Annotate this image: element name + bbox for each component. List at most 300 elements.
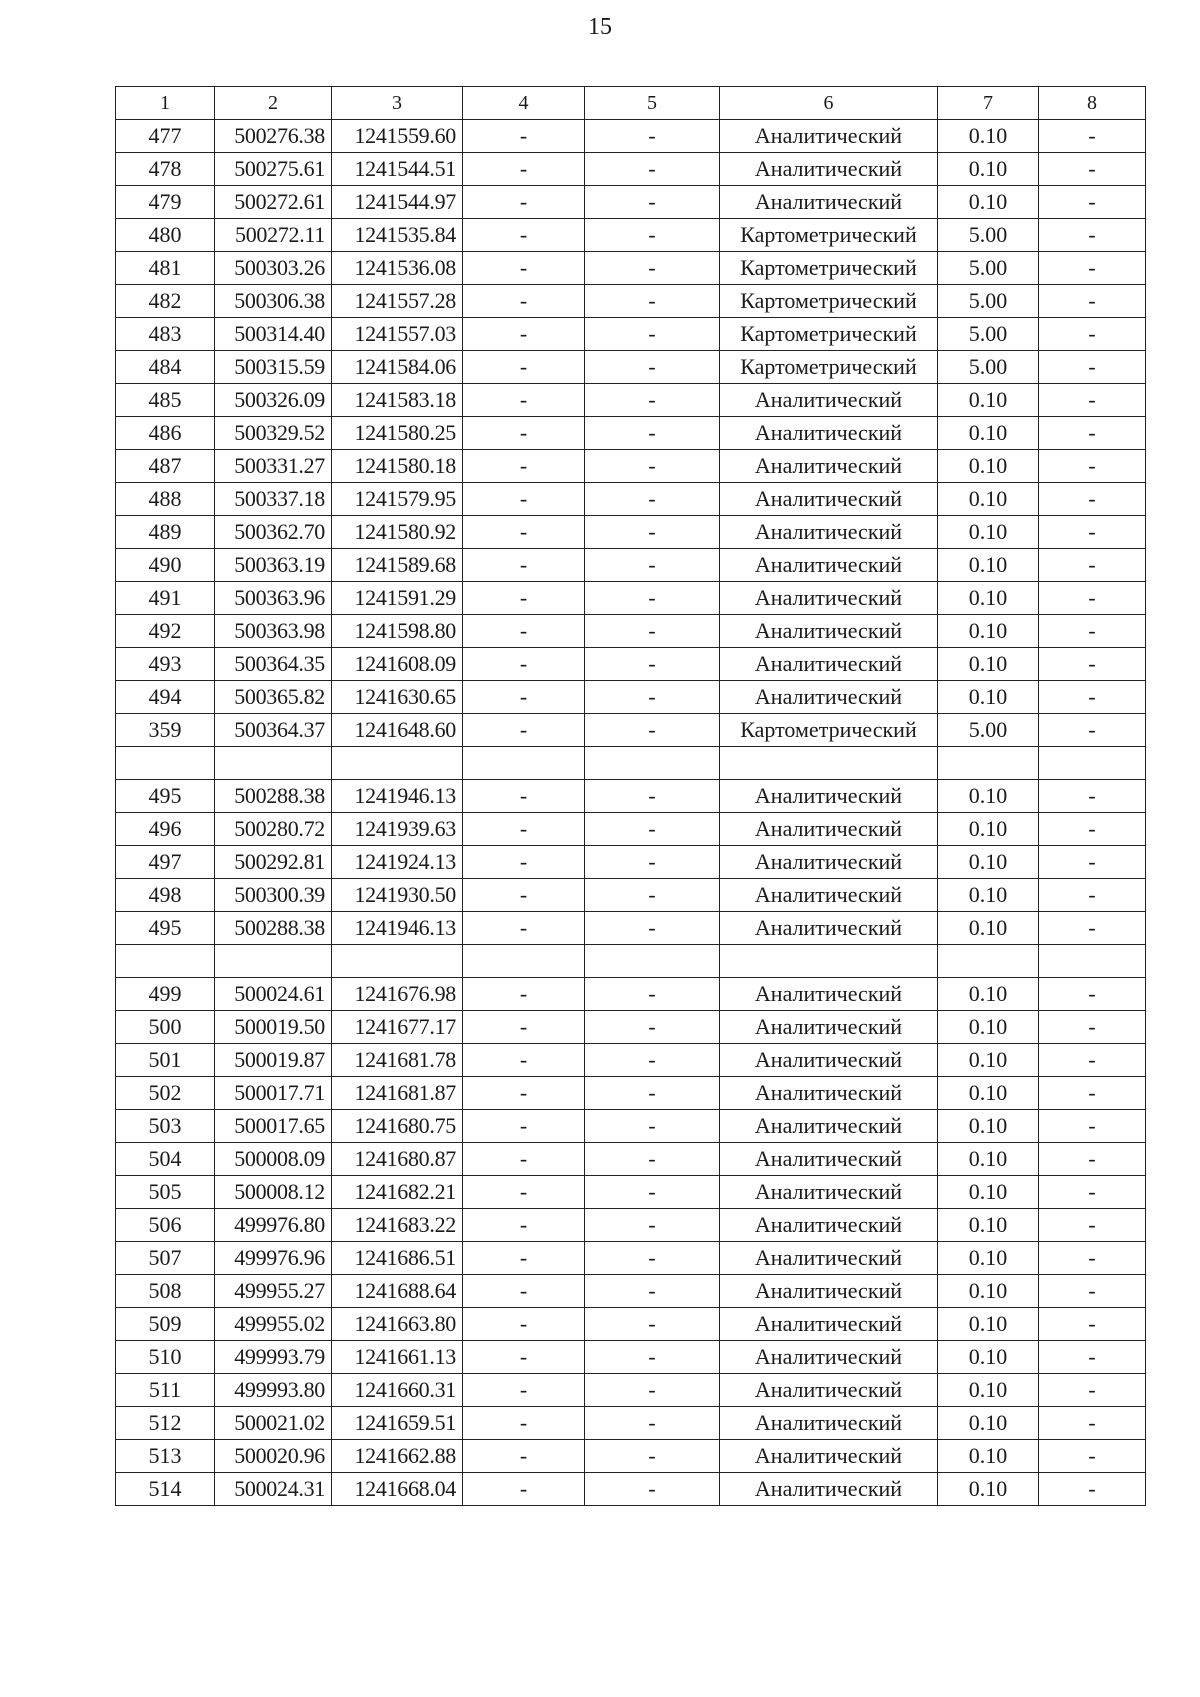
method-value: Аналитический	[720, 1110, 938, 1143]
col-8-value: -	[1039, 1044, 1146, 1077]
point-number: 496	[116, 813, 215, 846]
coordinate-y: 1241608.09	[332, 648, 463, 681]
method-value: Аналитический	[720, 1275, 938, 1308]
table-row	[116, 219, 1146, 252]
col-4-value: -	[463, 846, 585, 879]
coordinate-y: 1241680.87	[332, 1143, 463, 1176]
col-5-value: -	[585, 318, 720, 351]
coordinate-x: 500337.18	[215, 483, 332, 516]
col-8-value: -	[1039, 681, 1146, 714]
point-number: 510	[116, 1341, 215, 1374]
coordinate-y: 1241680.75	[332, 1110, 463, 1143]
table-row	[116, 582, 1146, 615]
coordinate-y: 1241661.13	[332, 1341, 463, 1374]
col-4-value: -	[463, 318, 585, 351]
point-number: 507	[116, 1242, 215, 1275]
coordinate-x: 500331.27	[215, 450, 332, 483]
point-number	[116, 945, 215, 978]
accuracy-value: 5.00	[938, 285, 1039, 318]
col-4-value: -	[463, 582, 585, 615]
col-4-value	[463, 945, 585, 978]
accuracy-value: 0.10	[938, 1473, 1039, 1506]
method-value: Аналитический	[720, 846, 938, 879]
coordinate-y: 1241681.78	[332, 1044, 463, 1077]
table-row	[116, 1011, 1146, 1044]
point-number: 505	[116, 1176, 215, 1209]
table-row	[116, 549, 1146, 582]
coordinate-y: 1241589.68	[332, 549, 463, 582]
point-number: 485	[116, 384, 215, 417]
accuracy-value: 0.10	[938, 1308, 1039, 1341]
coordinate-y: 1241688.64	[332, 1275, 463, 1308]
col-4-value: -	[463, 879, 585, 912]
point-number: 497	[116, 846, 215, 879]
coordinate-x: 500363.96	[215, 582, 332, 615]
method-value: Аналитический	[720, 483, 938, 516]
col-4-value: -	[463, 483, 585, 516]
col-8-value: -	[1039, 1242, 1146, 1275]
method-value: Аналитический	[720, 186, 938, 219]
col-5-value: -	[585, 1143, 720, 1176]
col-5-value: -	[585, 219, 720, 252]
point-number: 494	[116, 681, 215, 714]
accuracy-value: 0.10	[938, 1242, 1039, 1275]
coordinate-y: 1241544.51	[332, 153, 463, 186]
coordinate-x: 500288.38	[215, 780, 332, 813]
accuracy-value: 0.10	[938, 549, 1039, 582]
coordinate-y: 1241946.13	[332, 780, 463, 813]
point-number: 490	[116, 549, 215, 582]
col-4-value: -	[463, 153, 585, 186]
method-value	[720, 747, 938, 780]
point-number: 499	[116, 978, 215, 1011]
col-4-value: -	[463, 1407, 585, 1440]
table-row	[116, 615, 1146, 648]
col-8-value: -	[1039, 318, 1146, 351]
method-value: Аналитический	[720, 1011, 938, 1044]
table-separator-row	[116, 945, 1146, 978]
col-4-value: -	[463, 1473, 585, 1506]
point-number: 482	[116, 285, 215, 318]
table-row	[116, 153, 1146, 186]
accuracy-value	[938, 747, 1039, 780]
col-5-value: -	[585, 1209, 720, 1242]
point-number: 493	[116, 648, 215, 681]
method-value: Аналитический	[720, 912, 938, 945]
coordinate-x: 500365.82	[215, 681, 332, 714]
col-5-value: -	[585, 1110, 720, 1143]
accuracy-value: 5.00	[938, 351, 1039, 384]
col-4-value: -	[463, 1374, 585, 1407]
col-4-value: -	[463, 516, 585, 549]
coordinate-x: 499993.79	[215, 1341, 332, 1374]
accuracy-value: 0.10	[938, 978, 1039, 1011]
col-4-value: -	[463, 714, 585, 747]
coordinate-x: 500017.71	[215, 1077, 332, 1110]
coordinate-y: 1241535.84	[332, 219, 463, 252]
col-5-value: -	[585, 846, 720, 879]
col-5-value: -	[585, 582, 720, 615]
col-5-value: -	[585, 1275, 720, 1308]
coordinate-x: 500024.31	[215, 1473, 332, 1506]
col-8-value: -	[1039, 879, 1146, 912]
accuracy-value: 0.10	[938, 648, 1039, 681]
col-8-value: -	[1039, 1176, 1146, 1209]
accuracy-value: 0.10	[938, 153, 1039, 186]
col-5-value: -	[585, 615, 720, 648]
table-row	[116, 1077, 1146, 1110]
coordinate-y	[332, 747, 463, 780]
coordinate-y: 1241579.95	[332, 483, 463, 516]
coordinate-y: 1241676.98	[332, 978, 463, 1011]
accuracy-value: 0.10	[938, 1275, 1039, 1308]
col-5-value	[585, 945, 720, 978]
method-value: Картометрический	[720, 351, 938, 384]
table-row	[116, 879, 1146, 912]
method-value: Аналитический	[720, 1143, 938, 1176]
coordinate-x: 499976.96	[215, 1242, 332, 1275]
point-number: 489	[116, 516, 215, 549]
point-number: 484	[116, 351, 215, 384]
coordinate-y: 1241668.04	[332, 1473, 463, 1506]
col-8-value: -	[1039, 219, 1146, 252]
col-8-value: -	[1039, 417, 1146, 450]
accuracy-value: 0.10	[938, 846, 1039, 879]
col-8-value: -	[1039, 846, 1146, 879]
table-row	[116, 516, 1146, 549]
col-4-value: -	[463, 1308, 585, 1341]
method-value: Картометрический	[720, 714, 938, 747]
col-5-value: -	[585, 780, 720, 813]
table-row	[116, 978, 1146, 1011]
col-4-value: -	[463, 120, 585, 153]
col-5-value: -	[585, 549, 720, 582]
col-5-value: -	[585, 417, 720, 450]
coordinate-x: 500020.96	[215, 1440, 332, 1473]
point-number: 500	[116, 1011, 215, 1044]
method-value: Аналитический	[720, 384, 938, 417]
coordinate-y: 1241630.65	[332, 681, 463, 714]
coordinate-y: 1241659.51	[332, 1407, 463, 1440]
col-5-value: -	[585, 1374, 720, 1407]
column-header: 6	[720, 87, 938, 120]
coordinate-x: 500315.59	[215, 351, 332, 384]
table-row	[116, 1242, 1146, 1275]
col-8-value: -	[1039, 285, 1146, 318]
table-row	[116, 417, 1146, 450]
point-number: 495	[116, 912, 215, 945]
coordinate-x: 499993.80	[215, 1374, 332, 1407]
col-5-value: -	[585, 252, 720, 285]
method-value: Аналитический	[720, 1341, 938, 1374]
method-value: Аналитический	[720, 978, 938, 1011]
coordinate-x: 500288.38	[215, 912, 332, 945]
coordinate-x: 500326.09	[215, 384, 332, 417]
col-5-value: -	[585, 1440, 720, 1473]
col-4-value: -	[463, 285, 585, 318]
table-row	[116, 1308, 1146, 1341]
coordinates-table	[115, 86, 1146, 1506]
coordinate-x	[215, 747, 332, 780]
column-header: 7	[938, 87, 1039, 120]
method-value: Аналитический	[720, 1440, 938, 1473]
point-number: 498	[116, 879, 215, 912]
col-4-value: -	[463, 1044, 585, 1077]
method-value: Аналитический	[720, 516, 938, 549]
coordinate-x: 500300.39	[215, 879, 332, 912]
column-header: 8	[1039, 87, 1146, 120]
accuracy-value: 0.10	[938, 1077, 1039, 1110]
table-row	[116, 450, 1146, 483]
col-5-value: -	[585, 153, 720, 186]
col-8-value: -	[1039, 351, 1146, 384]
table-row	[116, 714, 1146, 747]
column-header: 4	[463, 87, 585, 120]
col-8-value: -	[1039, 549, 1146, 582]
col-8-value: -	[1039, 582, 1146, 615]
col-8-value: -	[1039, 912, 1146, 945]
col-8-value: -	[1039, 252, 1146, 285]
column-header: 1	[116, 87, 215, 120]
coordinate-x: 499976.80	[215, 1209, 332, 1242]
method-value: Аналитический	[720, 780, 938, 813]
coordinate-y: 1241557.28	[332, 285, 463, 318]
col-4-value: -	[463, 1143, 585, 1176]
col-4-value: -	[463, 549, 585, 582]
col-5-value: -	[585, 879, 720, 912]
accuracy-value: 0.10	[938, 1209, 1039, 1242]
table-row	[116, 780, 1146, 813]
coordinate-y: 1241939.63	[332, 813, 463, 846]
col-5-value: -	[585, 978, 720, 1011]
method-value: Аналитический	[720, 1044, 938, 1077]
col-8-value: -	[1039, 1275, 1146, 1308]
table-row	[116, 285, 1146, 318]
method-value: Аналитический	[720, 1176, 938, 1209]
col-5-value: -	[585, 912, 720, 945]
col-5-value: -	[585, 813, 720, 846]
coordinate-x: 500019.50	[215, 1011, 332, 1044]
accuracy-value: 0.10	[938, 120, 1039, 153]
col-8-value: -	[1039, 516, 1146, 549]
accuracy-value: 0.10	[938, 516, 1039, 549]
col-4-value: -	[463, 1176, 585, 1209]
point-number: 479	[116, 186, 215, 219]
coordinate-x: 499955.02	[215, 1308, 332, 1341]
table-row	[116, 1275, 1146, 1308]
point-number: 483	[116, 318, 215, 351]
col-5-value: -	[585, 384, 720, 417]
coordinate-x: 500363.19	[215, 549, 332, 582]
col-4-value: -	[463, 252, 585, 285]
page-number: 15	[588, 14, 612, 40]
table-row	[116, 1473, 1146, 1506]
coordinate-x: 500292.81	[215, 846, 332, 879]
accuracy-value: 0.10	[938, 681, 1039, 714]
accuracy-value	[938, 945, 1039, 978]
coordinate-x: 500314.40	[215, 318, 332, 351]
table-row	[116, 351, 1146, 384]
accuracy-value: 0.10	[938, 483, 1039, 516]
point-number: 508	[116, 1275, 215, 1308]
accuracy-value: 0.10	[938, 615, 1039, 648]
coordinate-y: 1241930.50	[332, 879, 463, 912]
col-5-value: -	[585, 714, 720, 747]
col-8-value: -	[1039, 780, 1146, 813]
point-number: 488	[116, 483, 215, 516]
accuracy-value: 0.10	[938, 1407, 1039, 1440]
col-4-value: -	[463, 912, 585, 945]
col-8-value: -	[1039, 1308, 1146, 1341]
table-row	[116, 318, 1146, 351]
coordinate-x: 499955.27	[215, 1275, 332, 1308]
table-row	[116, 483, 1146, 516]
point-number: 478	[116, 153, 215, 186]
accuracy-value: 5.00	[938, 219, 1039, 252]
point-number: 511	[116, 1374, 215, 1407]
col-4-value: -	[463, 681, 585, 714]
table-separator-row	[116, 747, 1146, 780]
col-5-value: -	[585, 1407, 720, 1440]
point-number: 491	[116, 582, 215, 615]
point-number: 514	[116, 1473, 215, 1506]
table-row	[116, 1341, 1146, 1374]
point-number: 492	[116, 615, 215, 648]
coordinate-y: 1241580.18	[332, 450, 463, 483]
accuracy-value: 0.10	[938, 384, 1039, 417]
method-value: Аналитический	[720, 1407, 938, 1440]
method-value: Аналитический	[720, 681, 938, 714]
coordinate-y	[332, 945, 463, 978]
accuracy-value: 0.10	[938, 879, 1039, 912]
coordinate-x: 500019.87	[215, 1044, 332, 1077]
coordinate-y: 1241677.17	[332, 1011, 463, 1044]
accuracy-value: 0.10	[938, 450, 1039, 483]
table-row	[116, 1374, 1146, 1407]
col-8-value: -	[1039, 153, 1146, 186]
col-5-value: -	[585, 1308, 720, 1341]
col-4-value: -	[463, 186, 585, 219]
accuracy-value: 0.10	[938, 813, 1039, 846]
col-8-value: -	[1039, 1143, 1146, 1176]
col-4-value: -	[463, 1440, 585, 1473]
point-number: 486	[116, 417, 215, 450]
col-4-value: -	[463, 615, 585, 648]
method-value: Аналитический	[720, 1308, 938, 1341]
table-row	[116, 648, 1146, 681]
coordinate-y: 1241682.21	[332, 1176, 463, 1209]
col-8-value: -	[1039, 1341, 1146, 1374]
accuracy-value: 0.10	[938, 1176, 1039, 1209]
col-4-value: -	[463, 417, 585, 450]
col-4-value: -	[463, 1077, 585, 1110]
point-number: 495	[116, 780, 215, 813]
accuracy-value: 0.10	[938, 417, 1039, 450]
method-value: Аналитический	[720, 417, 938, 450]
method-value: Аналитический	[720, 1209, 938, 1242]
coordinate-y: 1241648.60	[332, 714, 463, 747]
col-4-value: -	[463, 648, 585, 681]
col-4-value: -	[463, 384, 585, 417]
method-value: Аналитический	[720, 450, 938, 483]
point-number: 481	[116, 252, 215, 285]
method-value: Аналитический	[720, 615, 938, 648]
col-5-value: -	[585, 450, 720, 483]
accuracy-value: 0.10	[938, 582, 1039, 615]
point-number: 512	[116, 1407, 215, 1440]
point-number: 477	[116, 120, 215, 153]
table-row	[116, 1044, 1146, 1077]
point-number: 502	[116, 1077, 215, 1110]
col-8-value: -	[1039, 1374, 1146, 1407]
table-row	[116, 813, 1146, 846]
coordinate-x: 500329.52	[215, 417, 332, 450]
method-value: Аналитический	[720, 120, 938, 153]
col-4-value: -	[463, 813, 585, 846]
coordinate-x: 500363.98	[215, 615, 332, 648]
coordinate-y: 1241559.60	[332, 120, 463, 153]
table-row	[116, 681, 1146, 714]
col-8-value: -	[1039, 1011, 1146, 1044]
col-8-value	[1039, 747, 1146, 780]
col-5-value: -	[585, 351, 720, 384]
coordinate-x: 500272.11	[215, 219, 332, 252]
accuracy-value: 0.10	[938, 912, 1039, 945]
col-5-value: -	[585, 1011, 720, 1044]
col-5-value: -	[585, 186, 720, 219]
coordinate-y: 1241580.25	[332, 417, 463, 450]
method-value: Картометрический	[720, 285, 938, 318]
method-value: Аналитический	[720, 549, 938, 582]
point-number: 501	[116, 1044, 215, 1077]
method-value: Аналитический	[720, 1374, 938, 1407]
coordinate-x: 500362.70	[215, 516, 332, 549]
point-number: 503	[116, 1110, 215, 1143]
coordinate-y: 1241536.08	[332, 252, 463, 285]
accuracy-value: 5.00	[938, 252, 1039, 285]
col-8-value: -	[1039, 648, 1146, 681]
col-8-value: -	[1039, 1077, 1146, 1110]
coordinate-y: 1241557.03	[332, 318, 463, 351]
col-5-value: -	[585, 483, 720, 516]
table-body	[116, 87, 1146, 1506]
point-number: 513	[116, 1440, 215, 1473]
accuracy-value: 0.10	[938, 1110, 1039, 1143]
method-value: Аналитический	[720, 813, 938, 846]
method-value: Картометрический	[720, 252, 938, 285]
point-number: 504	[116, 1143, 215, 1176]
col-8-value: -	[1039, 813, 1146, 846]
col-5-value: -	[585, 1044, 720, 1077]
coordinate-x: 500008.12	[215, 1176, 332, 1209]
accuracy-value: 0.10	[938, 1143, 1039, 1176]
accuracy-value: 0.10	[938, 1374, 1039, 1407]
column-header: 5	[585, 87, 720, 120]
coordinate-y: 1241580.92	[332, 516, 463, 549]
coordinate-y: 1241683.22	[332, 1209, 463, 1242]
method-value: Картометрический	[720, 219, 938, 252]
accuracy-value: 0.10	[938, 780, 1039, 813]
accuracy-value: 0.10	[938, 1341, 1039, 1374]
point-number: 359	[116, 714, 215, 747]
table-row	[116, 912, 1146, 945]
col-5-value: -	[585, 1341, 720, 1374]
col-5-value: -	[585, 648, 720, 681]
col-8-value: -	[1039, 1473, 1146, 1506]
method-value: Аналитический	[720, 153, 938, 186]
table-row	[116, 384, 1146, 417]
table-row	[116, 1440, 1146, 1473]
